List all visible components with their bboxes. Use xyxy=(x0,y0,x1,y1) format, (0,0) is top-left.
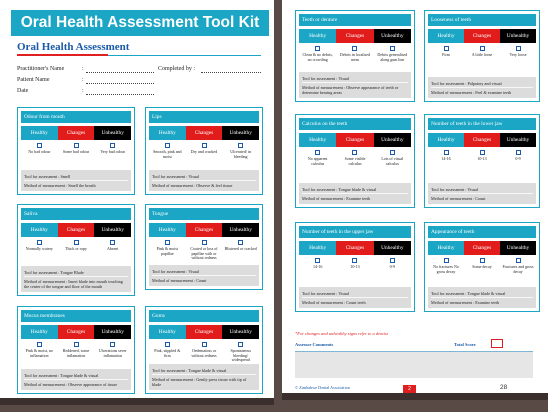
option-healthy xyxy=(149,342,186,363)
option-unhealthy xyxy=(374,46,411,62)
card-mucous xyxy=(17,306,135,394)
checkbox-changes[interactable] xyxy=(202,342,207,347)
checkbox-healthy[interactable] xyxy=(315,150,320,155)
patient-label: Patient Name xyxy=(17,77,50,83)
assessor-comments-label: Assessor Comments xyxy=(295,342,334,347)
tab-changes[interactable]: Changes xyxy=(186,325,223,339)
tab-healthy[interactable]: Healthy xyxy=(149,223,186,237)
option-label: 10-13 xyxy=(350,264,360,269)
left-page-bottom-bar xyxy=(0,398,274,405)
completed-by-field[interactable] xyxy=(201,72,261,73)
checkbox-unhealthy[interactable] xyxy=(238,240,243,245)
checkbox-healthy[interactable] xyxy=(37,240,42,245)
option-healthy xyxy=(428,258,464,274)
option-healthy xyxy=(299,46,336,62)
checkbox-changes[interactable] xyxy=(480,46,485,51)
option-unhealthy xyxy=(94,143,131,155)
card-lips xyxy=(145,107,263,195)
option-label: Some bad odour xyxy=(62,149,90,154)
option-label: Fractures and gross decay xyxy=(502,264,534,274)
option-label: Debris in localised areas xyxy=(339,52,370,62)
option-unhealthy xyxy=(222,143,259,159)
checkbox-unhealthy[interactable] xyxy=(110,342,115,347)
option-healthy xyxy=(21,143,58,155)
checkbox-unhealthy[interactable] xyxy=(390,150,395,155)
tab-changes[interactable]: Changes xyxy=(336,29,373,43)
option-changes xyxy=(58,342,95,358)
assessment-footer xyxy=(428,183,536,204)
tab-unhealthy[interactable]: Unhealthy xyxy=(500,133,536,147)
card-title: Number of teeth in the upper jaw xyxy=(299,226,411,238)
card-title: Lips xyxy=(149,111,259,123)
option-label: Lots of visual calculus xyxy=(381,156,404,166)
assessment-footer xyxy=(428,77,536,98)
right-page-bottom-bar xyxy=(282,393,548,400)
card-appearance xyxy=(424,222,540,312)
option-changes xyxy=(186,143,223,159)
method-of-measurement: Method of measurement : Feel & examine teeth xyxy=(431,87,533,96)
dentist-note: *For changes and unhealthy signs refer to a dentist xyxy=(295,331,388,336)
option-changes xyxy=(336,150,373,166)
option-label: No apparent calculus xyxy=(307,156,328,166)
card-odour xyxy=(17,107,135,195)
option-unhealthy xyxy=(500,46,536,58)
option-label: Normally watery xyxy=(25,246,53,251)
checkbox-changes[interactable] xyxy=(74,342,79,347)
option-changes xyxy=(58,240,95,252)
option-row xyxy=(299,150,411,166)
option-row xyxy=(149,342,259,363)
tab-healthy[interactable]: Healthy xyxy=(149,126,186,140)
card-title: Odour from mouth xyxy=(21,111,131,123)
checkbox-healthy[interactable] xyxy=(165,240,170,245)
tool-for-assessment: Tool for assessment : Palpatory and visual xyxy=(431,80,502,86)
option-changes xyxy=(186,342,223,363)
status-tabs xyxy=(299,241,411,255)
status-tabs xyxy=(149,223,259,237)
page-title: Oral Health Assessment Tool Kit xyxy=(11,10,269,36)
card-title: Mucus membranes xyxy=(21,310,131,322)
date-colon: : xyxy=(82,88,84,94)
card-teeth xyxy=(295,10,415,102)
completed-by-label: Completed by : xyxy=(158,66,195,72)
option-label: A little loose xyxy=(471,52,493,57)
option-row xyxy=(428,46,536,58)
date-field[interactable] xyxy=(86,94,154,95)
option-row xyxy=(299,46,411,62)
option-unhealthy xyxy=(94,240,131,252)
checkbox-healthy[interactable] xyxy=(37,143,42,148)
card-gums xyxy=(145,306,263,394)
status-tabs xyxy=(428,133,536,147)
option-label: Thick or ropy xyxy=(65,246,87,251)
option-row xyxy=(299,258,411,270)
option-label: Absent xyxy=(107,246,119,251)
option-label: Coated or loss of papillae with or without redness xyxy=(190,246,218,261)
method-of-measurement: Method of measurement : Examine teeth xyxy=(302,193,408,202)
option-label: Firm xyxy=(442,52,450,57)
checkbox-unhealthy[interactable] xyxy=(238,342,243,347)
tab-unhealthy[interactable]: Unhealthy xyxy=(94,126,131,140)
practitioner-colon: : xyxy=(82,66,84,72)
total-score-box[interactable] xyxy=(491,339,503,348)
tab-unhealthy[interactable]: Unhealthy xyxy=(222,223,259,237)
checkbox-healthy[interactable] xyxy=(444,46,449,51)
tab-healthy[interactable]: Healthy xyxy=(299,133,336,147)
tab-healthy[interactable]: Healthy xyxy=(149,325,186,339)
checkbox-changes[interactable] xyxy=(480,258,485,263)
option-label: Spontaneous bleeding/ widespread xyxy=(230,348,251,363)
method-of-measurement: Method of measurement : Count xyxy=(152,275,256,284)
tool-for-assessment: Tool for assessment : Visual xyxy=(431,186,479,192)
assessment-footer xyxy=(299,183,411,204)
checkbox-changes[interactable] xyxy=(352,258,357,263)
practitioner-field[interactable] xyxy=(86,72,154,73)
option-changes xyxy=(186,240,223,261)
option-changes xyxy=(464,46,500,58)
card-tongue xyxy=(145,204,263,290)
assessment-footer xyxy=(149,265,259,286)
option-healthy xyxy=(149,240,186,261)
method-of-measurement: Method of measurement : Smell the breath xyxy=(24,180,128,189)
option-label: Dry and cracked xyxy=(190,149,218,154)
option-label: Very loose xyxy=(509,52,527,57)
assessment-footer xyxy=(21,266,131,292)
status-tabs xyxy=(299,133,411,147)
card-title: Calculus on the teeth xyxy=(299,118,411,130)
checkbox-changes[interactable] xyxy=(352,150,357,155)
tool-for-assessment: Tool for assessment : Tongue blade & visual xyxy=(24,372,99,378)
checkbox-healthy[interactable] xyxy=(315,258,320,263)
card-lower xyxy=(424,114,540,208)
checkbox-changes[interactable] xyxy=(74,240,79,245)
option-unhealthy xyxy=(500,150,536,162)
option-label: Ulcerations sever inflamation xyxy=(98,348,127,358)
patient-field[interactable] xyxy=(86,83,154,84)
practitioner-label: Practitioner's Name xyxy=(17,66,65,72)
option-changes xyxy=(336,46,373,62)
status-tabs xyxy=(428,29,536,43)
tab-unhealthy[interactable]: Unhealthy xyxy=(374,133,411,147)
tab-healthy[interactable]: Healthy xyxy=(21,223,58,237)
checkbox-healthy[interactable] xyxy=(37,342,42,347)
tab-changes[interactable]: Changes xyxy=(186,126,223,140)
option-unhealthy xyxy=(500,258,536,274)
tab-unhealthy[interactable]: Unhealthy xyxy=(374,241,411,255)
option-label: Pink & moist papillae xyxy=(156,246,178,256)
right-page xyxy=(282,0,548,400)
option-label: 10-13 xyxy=(477,156,487,161)
checkbox-unhealthy[interactable] xyxy=(516,46,521,51)
card-title: Appearance of teeth xyxy=(428,226,536,238)
option-changes xyxy=(336,258,373,270)
option-changes xyxy=(464,150,500,162)
option-row xyxy=(149,240,259,261)
tab-healthy[interactable]: Healthy xyxy=(428,29,464,43)
tab-changes[interactable]: Changes xyxy=(58,126,95,140)
checkbox-unhealthy[interactable] xyxy=(390,46,395,51)
option-label: No fractures No gross decay xyxy=(433,264,459,274)
option-healthy xyxy=(149,143,186,159)
option-label: Clean & no debris, no crowding xyxy=(302,52,333,62)
option-label: Pink & moist, no inflamation xyxy=(25,348,53,358)
method-of-measurement: Method of measurement : Gently press tissue with tip of blade xyxy=(152,374,256,388)
checkbox-unhealthy[interactable] xyxy=(110,143,115,148)
option-healthy xyxy=(21,342,58,358)
tab-changes[interactable]: Changes xyxy=(58,223,95,237)
card-title: Teeth or denture xyxy=(299,14,411,26)
tool-for-assessment: Tool for assessment : Smell xyxy=(24,173,71,179)
checkbox-changes[interactable] xyxy=(74,143,79,148)
option-label: No bad odour xyxy=(28,149,51,154)
card-title: Number of teeth in the lower jaw xyxy=(428,118,536,130)
option-changes xyxy=(464,258,500,274)
assessment-footer xyxy=(428,287,536,308)
tool-for-assessment: Tool for assessment : Tongue Blade xyxy=(24,269,84,275)
tab-unhealthy[interactable]: Unhealthy xyxy=(500,29,536,43)
option-row xyxy=(21,342,131,358)
tab-healthy[interactable]: Healthy xyxy=(299,29,336,43)
tab-changes[interactable]: Changes xyxy=(464,29,500,43)
card-title: Tongue xyxy=(149,208,259,220)
option-label: 0-9 xyxy=(389,264,395,269)
tab-changes[interactable]: Changes xyxy=(464,133,500,147)
card-looseness xyxy=(424,10,540,102)
tool-for-assessment: Tool for assessment : Tongue blade & visual xyxy=(431,290,506,296)
option-label: Very bad odour xyxy=(100,149,126,154)
card-title: Looseness of teeth xyxy=(428,14,536,26)
option-label: Some visible calculus xyxy=(344,156,366,166)
assessment-footer xyxy=(299,287,411,308)
tab-changes[interactable]: Changes xyxy=(336,241,373,255)
tool-for-assessment: Tool for assessment : Tongue blade & visual xyxy=(302,186,377,192)
checkbox-healthy[interactable] xyxy=(165,143,170,148)
checkbox-unhealthy[interactable] xyxy=(110,240,115,245)
option-label: Oedematous or without redness xyxy=(191,348,217,358)
subtitle-underline-blue xyxy=(108,55,261,56)
assessment-footer xyxy=(149,170,259,191)
total-score-label: Total Score xyxy=(454,342,476,347)
option-label: Pink, stippled & firm xyxy=(154,348,181,358)
section-subtitle: Oral Health Assessment xyxy=(17,41,130,53)
method-of-measurement: Method of measurement : Examine teeth xyxy=(431,297,533,306)
tab-unhealthy[interactable]: Unhealthy xyxy=(222,126,259,140)
tab-changes[interactable]: Changes xyxy=(336,133,373,147)
subtitle-underline-red xyxy=(17,54,108,56)
checkbox-changes[interactable] xyxy=(352,46,357,51)
option-row xyxy=(21,240,131,252)
option-healthy xyxy=(428,150,464,162)
tab-healthy[interactable]: Healthy xyxy=(21,325,58,339)
option-healthy xyxy=(21,240,58,252)
tab-unhealthy[interactable]: Unhealthy xyxy=(222,325,259,339)
option-label: Debris generalised along gum line xyxy=(377,52,408,62)
tool-for-assessment: Tool for assessment : Tongue blade & visual xyxy=(152,367,227,373)
tab-changes[interactable]: Changes xyxy=(186,223,223,237)
method-of-measurement: Method of measurement : Observe & feel tissue xyxy=(152,180,256,189)
option-label: Smooth, pink and moist xyxy=(153,149,182,159)
assessment-footer xyxy=(299,72,411,98)
option-label: 14-16 xyxy=(441,156,451,161)
tool-for-assessment: Tool for assessment : Visual xyxy=(152,173,200,179)
checkbox-healthy[interactable] xyxy=(444,150,449,155)
status-tabs xyxy=(299,29,411,43)
option-healthy xyxy=(428,46,464,58)
option-label: Blistered or cracked xyxy=(224,246,257,251)
option-unhealthy xyxy=(374,150,411,166)
assessment-footer xyxy=(21,369,131,390)
option-row xyxy=(21,143,131,155)
option-label: 0-9 xyxy=(515,156,521,161)
tab-unhealthy[interactable]: Unhealthy xyxy=(374,29,411,43)
method-of-measurement: Method of measurement : Count xyxy=(431,193,533,202)
tool-for-assessment: Tool for assessment : Visual xyxy=(302,290,350,296)
method-of-measurement: Method of measurement : Observe appearance of tissue xyxy=(24,379,128,388)
checkbox-healthy[interactable] xyxy=(165,342,170,347)
checkbox-unhealthy[interactable] xyxy=(390,258,395,263)
option-row xyxy=(428,150,536,162)
tool-for-assessment: Tool for assessment : Visual xyxy=(152,268,200,274)
date-label: Date xyxy=(17,88,29,94)
option-label: Ulcerated/ in bleeding xyxy=(230,149,252,159)
card-upper xyxy=(295,222,415,312)
method-of-measurement: Method of measurement : Observe appearance of teeth or determine bearing areas xyxy=(302,82,408,96)
assessor-comments-box[interactable] xyxy=(295,352,533,378)
option-changes xyxy=(58,143,95,155)
page-number: 28 xyxy=(500,384,508,391)
checkbox-changes[interactable] xyxy=(202,143,207,148)
option-label: Reddened, some inflamation xyxy=(62,348,90,358)
tab-unhealthy[interactable]: Unhealthy xyxy=(500,241,536,255)
status-tabs xyxy=(21,126,131,140)
tab-healthy[interactable]: Healthy xyxy=(428,133,464,147)
tab-healthy[interactable]: Healthy xyxy=(299,241,336,255)
method-of-measurement: Method of measurement : Insert blade into mouth touching the center of the tongue and floor of the mouth xyxy=(24,276,128,290)
option-label: 14-16 xyxy=(312,264,323,269)
card-saliva xyxy=(17,204,135,296)
checkbox-unhealthy[interactable] xyxy=(238,143,243,148)
method-of-measurement: Method of measurement : Count teeth xyxy=(302,297,408,306)
checkbox-changes[interactable] xyxy=(202,240,207,245)
card-title: Saliva xyxy=(21,208,131,220)
checkbox-healthy[interactable] xyxy=(444,258,449,263)
card-calculus xyxy=(295,114,415,208)
status-tabs xyxy=(428,241,536,255)
tab-unhealthy[interactable]: Unhealthy xyxy=(94,223,131,237)
patient-colon: : xyxy=(82,77,84,83)
option-unhealthy xyxy=(374,258,411,270)
assessment-footer xyxy=(149,364,259,390)
option-row xyxy=(149,143,259,159)
option-label: Some decay xyxy=(472,264,492,269)
option-unhealthy xyxy=(222,342,259,363)
option-unhealthy xyxy=(94,342,131,358)
option-row xyxy=(428,258,536,274)
tab-unhealthy[interactable]: Unhealthy xyxy=(94,325,131,339)
option-unhealthy xyxy=(222,240,259,261)
status-tabs xyxy=(149,325,259,339)
checkbox-healthy[interactable] xyxy=(315,46,320,51)
tab-healthy[interactable]: Healthy xyxy=(21,126,58,140)
option-healthy xyxy=(299,150,336,166)
checkbox-unhealthy[interactable] xyxy=(516,150,521,155)
assessment-footer xyxy=(21,170,131,191)
checkbox-changes[interactable] xyxy=(480,150,485,155)
card-title: Gums xyxy=(149,310,259,322)
status-tabs xyxy=(21,325,131,339)
copyright-footer: © Zimbabwe Dental Association xyxy=(295,385,350,390)
option-healthy xyxy=(299,258,336,270)
status-tabs xyxy=(149,126,259,140)
checkbox-unhealthy[interactable] xyxy=(516,258,521,263)
left-page xyxy=(0,0,274,405)
status-tabs xyxy=(21,223,131,237)
tab-changes[interactable]: Changes xyxy=(464,241,500,255)
tab-changes[interactable]: Changes xyxy=(58,325,95,339)
tool-for-assessment: Tool for assessment : Visual xyxy=(302,75,350,81)
tab-healthy[interactable]: Healthy xyxy=(428,241,464,255)
page-number-badge: 2 xyxy=(403,385,416,393)
